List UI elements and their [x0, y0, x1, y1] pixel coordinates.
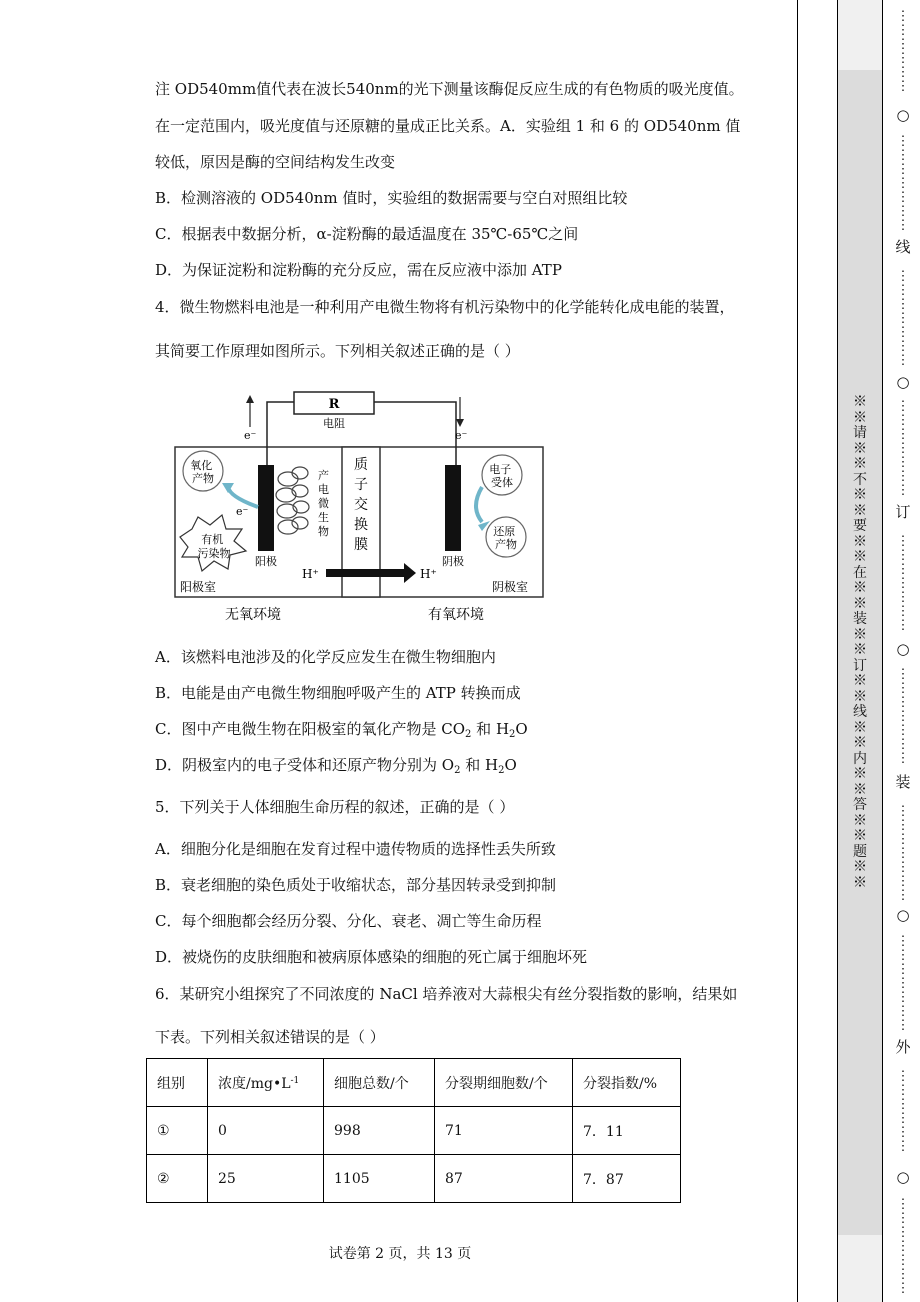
proton-left-label: H⁺ [302, 567, 319, 581]
circle-mark-icon: ○ [896, 1168, 910, 1186]
header-cell: 分裂指数/% [573, 1059, 681, 1107]
electron-left-label: e⁻ [244, 429, 257, 442]
q3-note-line3: 较低，原因是酶的空间结构发生改变 [155, 153, 396, 171]
binding-strip-border [797, 0, 798, 1302]
dotted-line: ⋮ ⋮ ⋮ ⋮ ⋮ ⋮ [896, 9, 910, 94]
q3-option-c[interactable]: C．根据表中数据分析，α-淀粉酶的最适温度在 35℃-65℃之间 [155, 225, 579, 243]
header-cell: 分裂期细胞数/个 [435, 1059, 573, 1107]
dotted-line: ⋮ ⋮ ⋮ ⋮ ⋮ ⋮ ⋮ [896, 1197, 910, 1296]
header-cell: 细胞总数/个 [324, 1059, 435, 1107]
dotted-line: ⋮ ⋮ ⋮ ⋮ ⋮ ⋮ ⋮ [896, 534, 910, 633]
table-cell: ① [147, 1107, 208, 1155]
anode-chamber-label: 阳极室 [180, 580, 217, 594]
q5-stem: 5．下列关于人体细胞生命历程的叙述，正确的是（ ） [155, 798, 515, 816]
fuel-cell-diagram [170, 387, 550, 627]
electron-right-label: e⁻ [455, 429, 468, 442]
reduced-product-label: 还原 产物 [493, 525, 517, 551]
outer-mark-zhuang: 装 [895, 773, 911, 791]
dotted-line: ⋮ ⋮ ⋮ ⋮ ⋮ ⋮ ⋮ [896, 934, 910, 1033]
header-cell: 浓度$/mg•L^{-1}$ [208, 1059, 324, 1107]
organic-pollutant-label: 有机 污染物 [197, 533, 231, 560]
anode-electrode [258, 465, 274, 551]
q4-stem-line2: 其简要工作原理如图所示。下列相关叙述正确的是（ ） [155, 342, 520, 360]
table-header-row [147, 1059, 681, 1107]
page-footer: 试卷第 2 页，共 13 页 [328, 1246, 472, 1262]
q3-note-line1: 注 OD540mm值代表在波长540nm的光下测量该酶促反应生成的有色物质的吸光度值。 [155, 80, 744, 98]
table-cell: ② [147, 1155, 208, 1203]
dotted-line: ⋮ ⋮ ⋮ ⋮ ⋮ ⋮ ⋮ [896, 804, 910, 903]
q5-option-d[interactable]: D．被烧伤的皮肤细胞和被病原体感染的细胞的死亡属于细胞坏死 [155, 948, 588, 966]
electron-acceptor-label: 电子 受体 [489, 463, 513, 489]
dotted-line: ⋮ ⋮ ⋮ ⋮ ⋮ ⋮ [896, 1069, 910, 1154]
q6-stem-line1: 6．某研究小组探究了不同浓度的 NaCl 培养液对大蒜根尖有丝分裂指数的影响，结果如 [155, 985, 738, 1003]
q4-stem-line1: 4．微生物燃料电池是一种利用产电微生物将有机污染物中的化学能转化成电能的装置， [155, 298, 735, 316]
oxidation-product-label: 氧化 产物 [190, 459, 214, 485]
q4-option-d[interactable]: D．阴极室内的电子受体和还原产物分别为 $O_2$ 和 $H_2O$ [155, 756, 517, 776]
circle-mark-icon: ○ [896, 640, 910, 658]
cathode-electrode [445, 465, 461, 551]
q3-note-line2: 在一定范围内，吸光度值与还原糖的量成正比关系。A．实验组 1 和 6 的 OD540nm 值 [155, 117, 741, 135]
circle-mark-icon: ○ [896, 906, 910, 924]
table-cell: 0 [208, 1107, 324, 1155]
anaerobic-label: 无氧环境 [225, 607, 281, 623]
outer-mark-xian: 线 [895, 238, 911, 256]
cathode-label: 阴极 [442, 555, 464, 568]
electron-inner-label: e⁻ [236, 505, 249, 518]
q5-option-c[interactable]: C．每个细胞都会经历分裂、分化、衰老、凋亡等生命历程 [155, 912, 542, 930]
table-cell: 87 [435, 1155, 573, 1203]
table-cell: 1105 [324, 1155, 435, 1203]
dotted-line: ⋮ ⋮ ⋮ ⋮ ⋮ ⋮ ⋮ [896, 269, 910, 368]
membrane-label: 质 子 交 换 膜 [354, 457, 368, 553]
q4-option-b[interactable]: B．电能是由产电微生物细胞呼吸产生的 ATP 转换而成 [155, 684, 521, 702]
q4-option-a[interactable]: A．该燃料电池涉及的化学反应发生在微生物细胞内 [155, 648, 496, 666]
resistor-symbol: R [328, 397, 340, 412]
dotted-line: ⋮ ⋮ ⋮ ⋮ ⋮ ⋮ ⋮ [896, 399, 910, 498]
dotted-line: ⋮ ⋮ ⋮ ⋮ ⋮ ⋮ ⋮ [896, 134, 910, 233]
q4-option-c[interactable]: C．图中产电微生物在阳极室的氧化产物是 $CO_2$ 和 $H_2O$ [155, 720, 528, 740]
outer-mark-wai: 外 [895, 1038, 911, 1056]
outer-mark-ding: 订 [895, 503, 911, 521]
header-cell: 组别 [147, 1059, 208, 1107]
q6-data-table [146, 1058, 681, 1203]
binding-strip-top [837, 0, 883, 70]
q6-stem-line2: 下表。下列相关叙述错误的是（ ） [155, 1028, 385, 1046]
table-cell: 7．11 [573, 1107, 681, 1155]
q3-option-b[interactable]: B．检测溶液的 OD540nm 值时，实验组的数据需要与空白对照组比较 [155, 189, 628, 207]
cathode-chamber-label: 阴极室 [492, 580, 529, 594]
circle-mark-icon: ○ [896, 106, 910, 124]
q3-option-d[interactable]: D．为保证淀粉和淀粉酶的充分反应，需在反应液中添加 ATP [155, 261, 562, 279]
q5-option-a[interactable]: A．细胞分化是细胞在发育过程中遗传物质的选择性丢失所致 [155, 840, 556, 858]
table-row [147, 1155, 681, 1203]
proton-right-label: H⁺ [420, 567, 437, 581]
circle-mark-icon: ○ [896, 373, 910, 391]
table-cell: 25 [208, 1155, 324, 1203]
resistor-label: 电阻 [323, 417, 345, 430]
binding-strip-bottom [837, 1235, 883, 1302]
table-cell: 71 [435, 1107, 573, 1155]
binding-warning-text: ※※请※※不※※要※※在※※装※※订※※线※※内※※答※※题※※ [853, 394, 867, 891]
table-cell: 998 [324, 1107, 435, 1155]
q5-option-b[interactable]: B．衰老细胞的染色质处于收缩状态，部分基因转录受到抑制 [155, 876, 557, 894]
table-cell: 7．87 [573, 1155, 681, 1203]
aerobic-label: 有氧环境 [428, 607, 484, 623]
microbe-label: 产 电 微 生 物 [318, 469, 329, 538]
table-row [147, 1107, 681, 1155]
anode-label: 阳极 [255, 555, 277, 568]
dotted-line: ⋮ ⋮ ⋮ ⋮ ⋮ ⋮ ⋮ [896, 667, 910, 766]
